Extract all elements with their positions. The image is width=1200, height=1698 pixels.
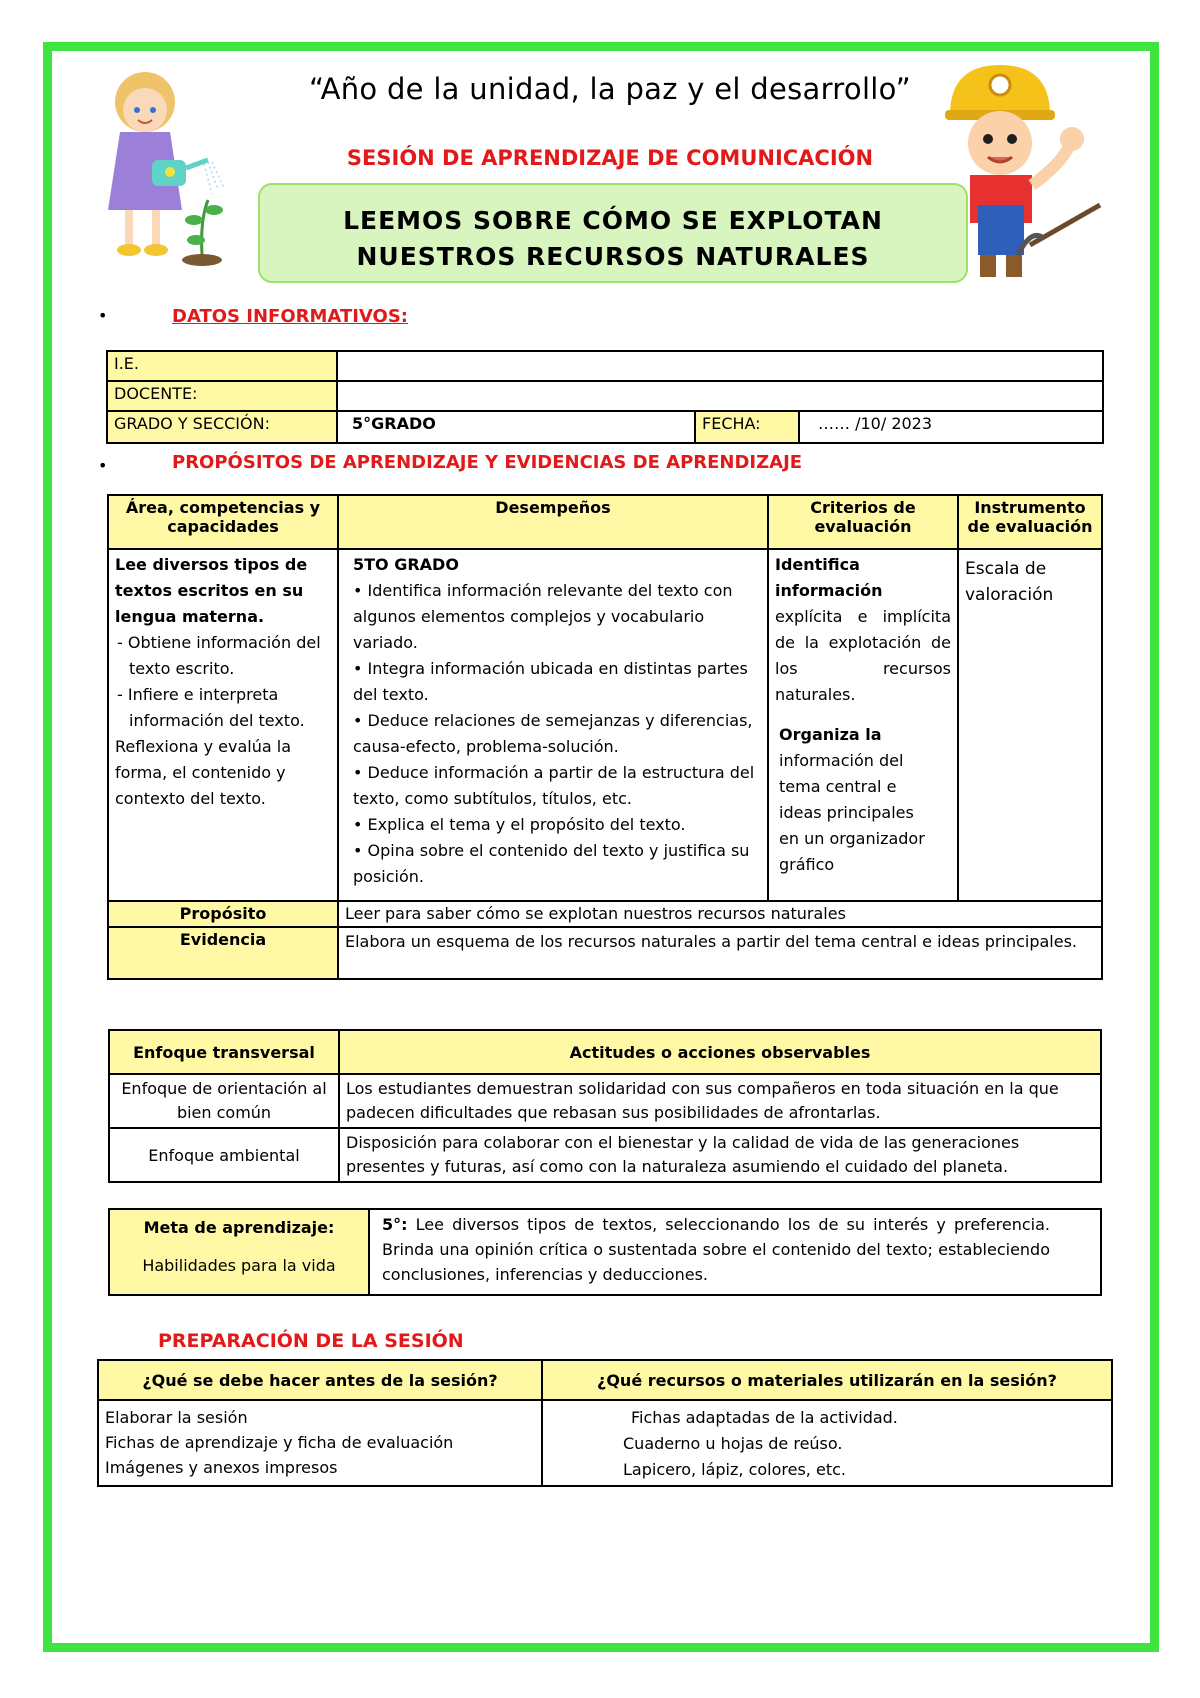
propositos-table: [107, 494, 1103, 980]
criterios-cell: [768, 549, 958, 901]
evidencia-value: Elabora un esquema de los recursos naturales a partir del tema central e ideas principales.: [338, 927, 1102, 979]
evidencia-label: Evidencia: [108, 927, 338, 979]
grado-value[interactable]: 5°GRADO: [337, 411, 695, 443]
header-desempenos: Desempeños: [338, 495, 768, 549]
criterio2-heading: Organiza la: [779, 725, 882, 744]
grado-label: GRADO Y SECCIÓN:: [107, 411, 337, 443]
capacidad-2: - Infiere e interpreta información del texto.: [117, 685, 305, 730]
recurso-item: Lapicero, lápiz, colores, etc.: [623, 1460, 846, 1479]
session-title: SESIÓN DE APRENDIZAJE DE COMUNICACIÓN: [346, 146, 874, 170]
docente-label: DOCENTE:: [107, 381, 337, 411]
antes-cell: [98, 1400, 542, 1486]
header-instrumento: Instrumento de evaluación: [958, 495, 1102, 549]
docente-value[interactable]: [337, 381, 1103, 411]
desempenos-cell: [338, 549, 768, 901]
ie-label: I.E.: [107, 351, 337, 381]
area-competencia: Lee diversos tipos de textos escritos en su lengua materna.: [115, 555, 308, 626]
actitudes-header: Actitudes o acciones observables: [339, 1030, 1101, 1074]
criterio1-text: explícita e implícita de la explotación de los recursos naturales.: [775, 607, 951, 704]
main-title-line2: NUESTROS RECURSOS NATURALES: [356, 242, 870, 271]
recurso-item: Fichas adaptadas de la actividad.: [631, 1408, 898, 1427]
recurso-item: Cuaderno u hojas de reúso.: [623, 1434, 843, 1453]
meta-label-cell: [109, 1209, 369, 1295]
antes-item: Imágenes y anexos impresos: [105, 1458, 338, 1477]
recursos-header: ¿Qué recursos o materiales utilizarán en la sesión?: [542, 1360, 1112, 1400]
fecha-label: FECHA:: [695, 411, 799, 443]
desempeno-item: • Explica el tema y el propósito del texto.: [353, 815, 686, 834]
antes-item: Fichas de aprendizaje y ficha de evaluación: [105, 1433, 454, 1452]
meta-text-cell: [369, 1209, 1101, 1295]
header-criterios: Criterios de evaluación: [768, 495, 958, 549]
main-title-line1: LEEMOS SOBRE CÓMO SE EXPLOTAN: [343, 206, 883, 235]
main-title-box: [258, 183, 968, 283]
ie-value[interactable]: [337, 351, 1103, 381]
enfoque-name: Enfoque ambiental: [109, 1128, 339, 1182]
datos-section-title: DATOS INFORMATIVOS:: [172, 306, 409, 327]
preparacion-table: [97, 1359, 1113, 1487]
meta-sublabel: Habilidades para la vida: [142, 1256, 336, 1275]
proposito-label: Propósito: [108, 901, 338, 927]
desempeno-item: • Integra información ubicada en distintas partes del texto.: [353, 659, 748, 704]
header-area: Área, competencias y capacidades: [108, 495, 338, 549]
year-motto: “Año de la unidad, la paz y el desarrollo”: [308, 72, 911, 106]
preparacion-section-title: PREPARACIÓN DE LA SESIÓN: [158, 1330, 464, 1352]
desempeno-item: • Deduce relaciones de semejanzas y diferencias, causa-efecto, problema-solución.: [353, 711, 753, 756]
antes-item: Elaborar la sesión: [105, 1408, 248, 1427]
propositos-section-title: PROPÓSITOS DE APRENDIZAJE Y EVIDENCIAS DE APRENDIZAJE: [172, 452, 803, 473]
reflexiona: Reflexiona y evalúa la forma, el contenido y contexto del texto.: [115, 737, 292, 808]
meta-grade-prefix: 5°:: [382, 1215, 408, 1234]
bullet: •: [98, 456, 108, 475]
antes-header: ¿Qué se debe hacer antes de la sesión?: [98, 1360, 542, 1400]
grado-heading: 5TO GRADO: [353, 555, 459, 574]
capacidad-1: - Obtiene información del texto escrito.: [117, 633, 321, 678]
meta-text: Lee diversos tipos de textos, seleccionando los de su interés y preferencia. Brinda una opinión crítica o sustentada sobre el contenido del texto; estableciendo conclusiones, inferencias y deducciones.: [382, 1215, 1050, 1284]
criterio2-text: información del tema central e ideas principales en un organizador gráfico: [779, 751, 925, 874]
desempeno-item: • Opina sobre el contenido del texto y justifica su posición.: [353, 841, 750, 886]
enfoques-table: [108, 1029, 1102, 1183]
desempeno-item: • Deduce información a partir de la estructura del texto, como subtítulos, títulos, etc.: [353, 763, 755, 808]
enfoque-actitud: Disposición para colaborar con el bienestar y la calidad de vida de las generaciones presentes y futuras, así como con la naturaleza asumiendo el cuidado del planeta.: [339, 1128, 1101, 1182]
recursos-cell: [542, 1400, 1112, 1486]
area-cell: [108, 549, 338, 901]
meta-label: Meta de aprendizaje:: [143, 1218, 335, 1237]
criterio1-heading: Identifica información: [775, 555, 883, 600]
enfoque-actitud: Los estudiantes demuestran solidaridad con sus compañeros en toda situación en la que padecen dificultades que rebasan sus posibilidades de afrontarlas.: [339, 1074, 1101, 1128]
girl-watering-plant-illustration: [90, 70, 230, 280]
proposito-value: Leer para saber cómo se explotan nuestros recursos naturales: [338, 901, 1102, 927]
datos-table: [106, 350, 1104, 444]
bullet: •: [98, 306, 108, 325]
enfoque-name: Enfoque de orientación al bien común: [109, 1074, 339, 1128]
instrumento-cell: Escala de valoración: [958, 549, 1102, 901]
meta-table: [108, 1208, 1102, 1296]
enfoque-header: Enfoque transversal: [109, 1030, 339, 1074]
fecha-value[interactable]: …… /10/ 2023: [799, 411, 1103, 443]
desempeno-item: • Identifica información relevante del texto con algunos elementos complejos y vocabulario variado.: [353, 581, 733, 652]
